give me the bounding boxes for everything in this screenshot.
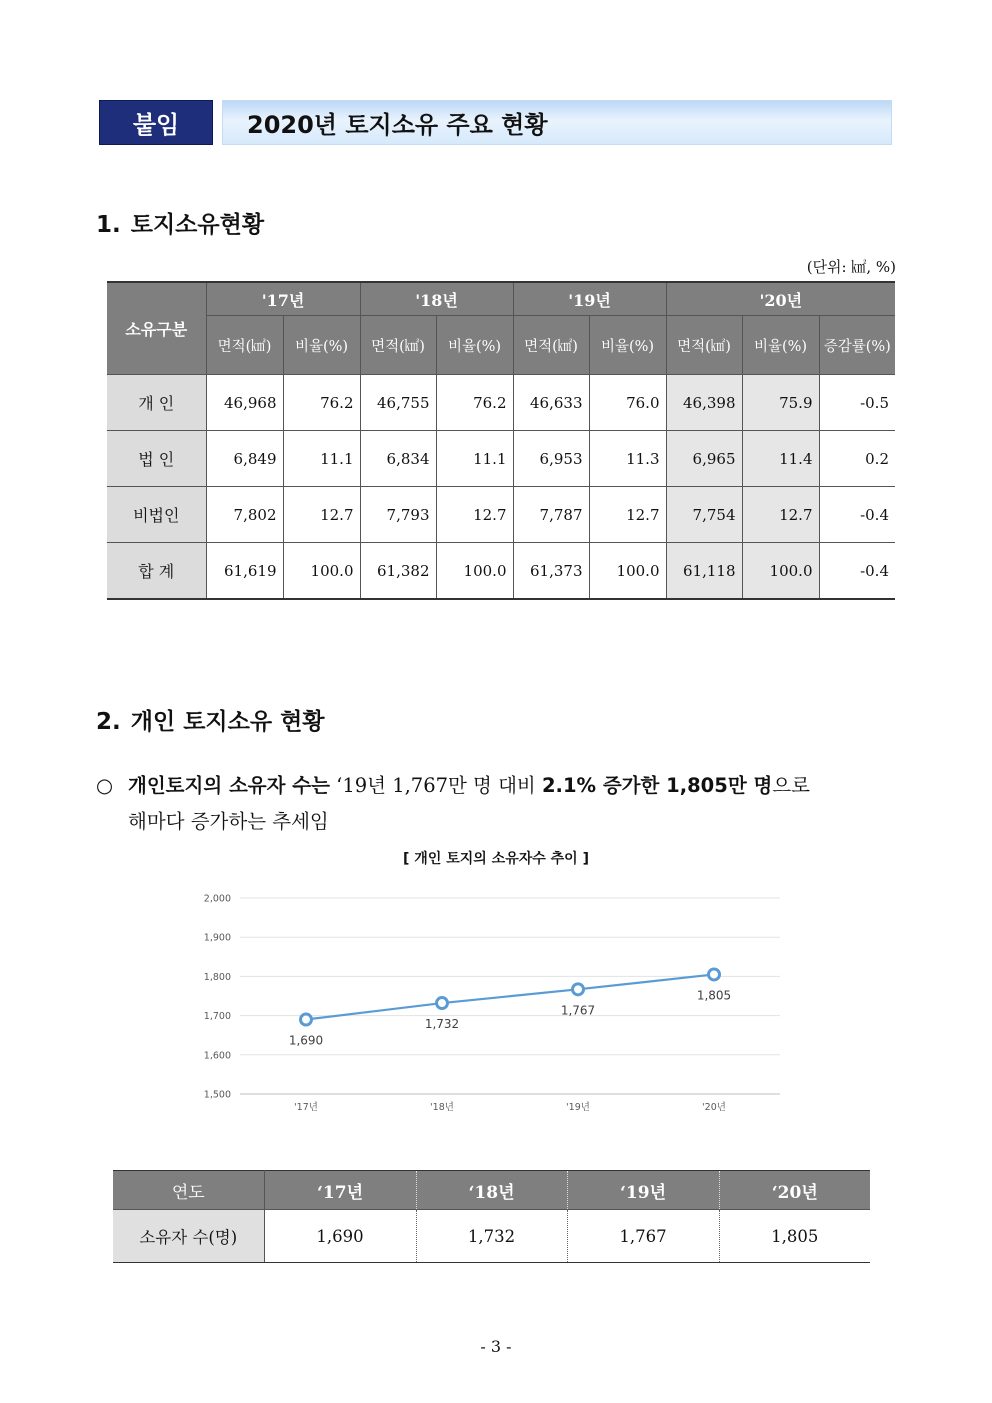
- series-line: [306, 974, 714, 1019]
- year-header: ‘17년: [264, 1171, 416, 1210]
- year-header: ‘19년: [567, 1171, 719, 1210]
- table-cell: 1,732: [416, 1210, 567, 1263]
- table-cell: 11.4: [742, 431, 819, 487]
- x-tick-label: '18년: [430, 1102, 454, 1113]
- table-cell: 12.7: [589, 487, 666, 543]
- summary-text-line2: 해마다 증가하는 추세임: [128, 810, 329, 833]
- y-tick-label: 1,500: [203, 1089, 231, 1101]
- unit-label: (단위: ㎢, %): [806, 258, 896, 276]
- section2-title: 개인 토지소유 현황: [130, 709, 325, 735]
- table-cell: 61,382: [360, 543, 436, 600]
- page-title: 2020년 토지소유 주요 현황: [222, 100, 892, 145]
- year-header: '19년: [513, 282, 666, 316]
- table-cell: 6,834: [360, 431, 436, 487]
- table-cell: 61,118: [666, 543, 742, 600]
- table-cell: 0.2: [819, 431, 895, 487]
- section1-number: 1.: [96, 212, 121, 238]
- table-cell: 61,619: [206, 543, 283, 600]
- row-label: 비법인: [107, 487, 206, 543]
- table-cell: 100.0: [436, 543, 513, 600]
- table-cell: 76.0: [589, 375, 666, 431]
- table-row: [107, 543, 895, 600]
- y-tick-label: 1,900: [203, 932, 231, 944]
- sub-header: 면적(㎢): [513, 316, 589, 375]
- sub-header: 면적(㎢): [360, 316, 436, 375]
- table-cell: 6,953: [513, 431, 589, 487]
- table-row: [107, 375, 895, 431]
- data-point: [709, 969, 720, 980]
- table-cell: 76.2: [436, 375, 513, 431]
- year-header: '20년: [666, 282, 895, 316]
- year-header: ‘18년: [416, 1171, 567, 1210]
- chart-title: [ 개인 토지의 소유자수 추이 ]: [403, 851, 589, 867]
- sub-header: 비율(%): [436, 316, 513, 375]
- table-cell: 7,802: [206, 487, 283, 543]
- section2-heading: [96, 703, 325, 736]
- table-cell: 100.0: [742, 543, 819, 600]
- summary-paragraph: [96, 768, 896, 840]
- table-cell: 1,805: [719, 1210, 870, 1263]
- year-header: '18년: [360, 282, 513, 316]
- table-cell: 1,690: [264, 1210, 416, 1263]
- table-cell: 11.3: [589, 431, 666, 487]
- table-cell: 46,633: [513, 375, 589, 431]
- table-cell: 46,968: [206, 375, 283, 431]
- x-tick-label: '20년: [702, 1102, 726, 1113]
- year-header: ‘20년: [719, 1171, 870, 1210]
- summary-text: ‘19년 1,767만 명 대비: [329, 774, 542, 797]
- table-cell: 12.7: [283, 487, 360, 543]
- data-point: [437, 998, 448, 1009]
- table-cell: 7,787: [513, 487, 589, 543]
- data-label: 1,805: [696, 988, 732, 1003]
- table-cell: 61,373: [513, 543, 589, 600]
- table-cell: 12.7: [742, 487, 819, 543]
- sub-header: 비율(%): [589, 316, 666, 375]
- y-tick-label: 1,800: [203, 971, 231, 983]
- data-point: [301, 1014, 312, 1025]
- land-ownership-table: [107, 281, 895, 600]
- row-label: 개 인: [107, 375, 206, 431]
- table-cell: 75.9: [742, 375, 819, 431]
- summary-text: 으로: [772, 774, 810, 797]
- table-cell: 100.0: [283, 543, 360, 600]
- table-cell: -0.4: [819, 487, 895, 543]
- y-tick-label: 1,700: [203, 1011, 231, 1023]
- y-tick-label: 1,600: [203, 1050, 231, 1062]
- table-cell: 11.1: [436, 431, 513, 487]
- table-cell: 12.7: [436, 487, 513, 543]
- x-tick-label: '19년: [566, 1102, 590, 1113]
- row-label: 법 인: [107, 431, 206, 487]
- table-cell: 100.0: [589, 543, 666, 600]
- x-tick-label: '17년: [294, 1102, 318, 1113]
- sub-header: 비율(%): [742, 316, 819, 375]
- owner-count-table: [113, 1170, 870, 1263]
- sub-header: 면적(㎢): [206, 316, 283, 375]
- data-label: 1,732: [424, 1017, 460, 1032]
- sub-header: 증감률(%): [819, 316, 895, 375]
- table-corner-header: 소유구분: [107, 282, 206, 375]
- summary-highlight: 2.1% 증가한 1,805만 명: [541, 774, 773, 797]
- section1-title: 토지소유현황: [130, 212, 265, 238]
- row-label: 합 계: [107, 543, 206, 600]
- data-label: 1,767: [560, 1003, 596, 1018]
- row-label: 소유자 수(명): [113, 1210, 264, 1263]
- sub-header: 면적(㎢): [666, 316, 742, 375]
- table-cell: 6,849: [206, 431, 283, 487]
- y-tick-label: 2,000: [203, 893, 231, 905]
- table-cell: 46,398: [666, 375, 742, 431]
- table-cell: 1,767: [567, 1210, 719, 1263]
- table-cell: -0.5: [819, 375, 895, 431]
- table-row: [107, 487, 895, 543]
- data-label: 1,690: [288, 1033, 324, 1048]
- table-cell: -0.4: [819, 543, 895, 600]
- table-row: [107, 431, 895, 487]
- table-cell: 7,754: [666, 487, 742, 543]
- table-cell: 6,965: [666, 431, 742, 487]
- data-point: [573, 984, 584, 995]
- table-row: [113, 1210, 870, 1263]
- section1-heading: [96, 206, 264, 239]
- sub-header: 비율(%): [283, 316, 360, 375]
- section2-number: 2.: [96, 709, 121, 735]
- table-cell: 7,793: [360, 487, 436, 543]
- table-cell: 11.1: [283, 431, 360, 487]
- page-number: - 3 -: [480, 1337, 512, 1356]
- table-cell: 46,755: [360, 375, 436, 431]
- owner-count-line-chart: [195, 880, 795, 1120]
- table-cell: 76.2: [283, 375, 360, 431]
- appendix-badge: 붙임: [99, 100, 213, 145]
- summary-subject: 개인토지의 소유자 수는: [128, 774, 330, 797]
- year-header: '17년: [206, 282, 360, 316]
- table-corner-header: 연도: [113, 1171, 264, 1210]
- bullet-circle-icon: ○: [96, 774, 114, 797]
